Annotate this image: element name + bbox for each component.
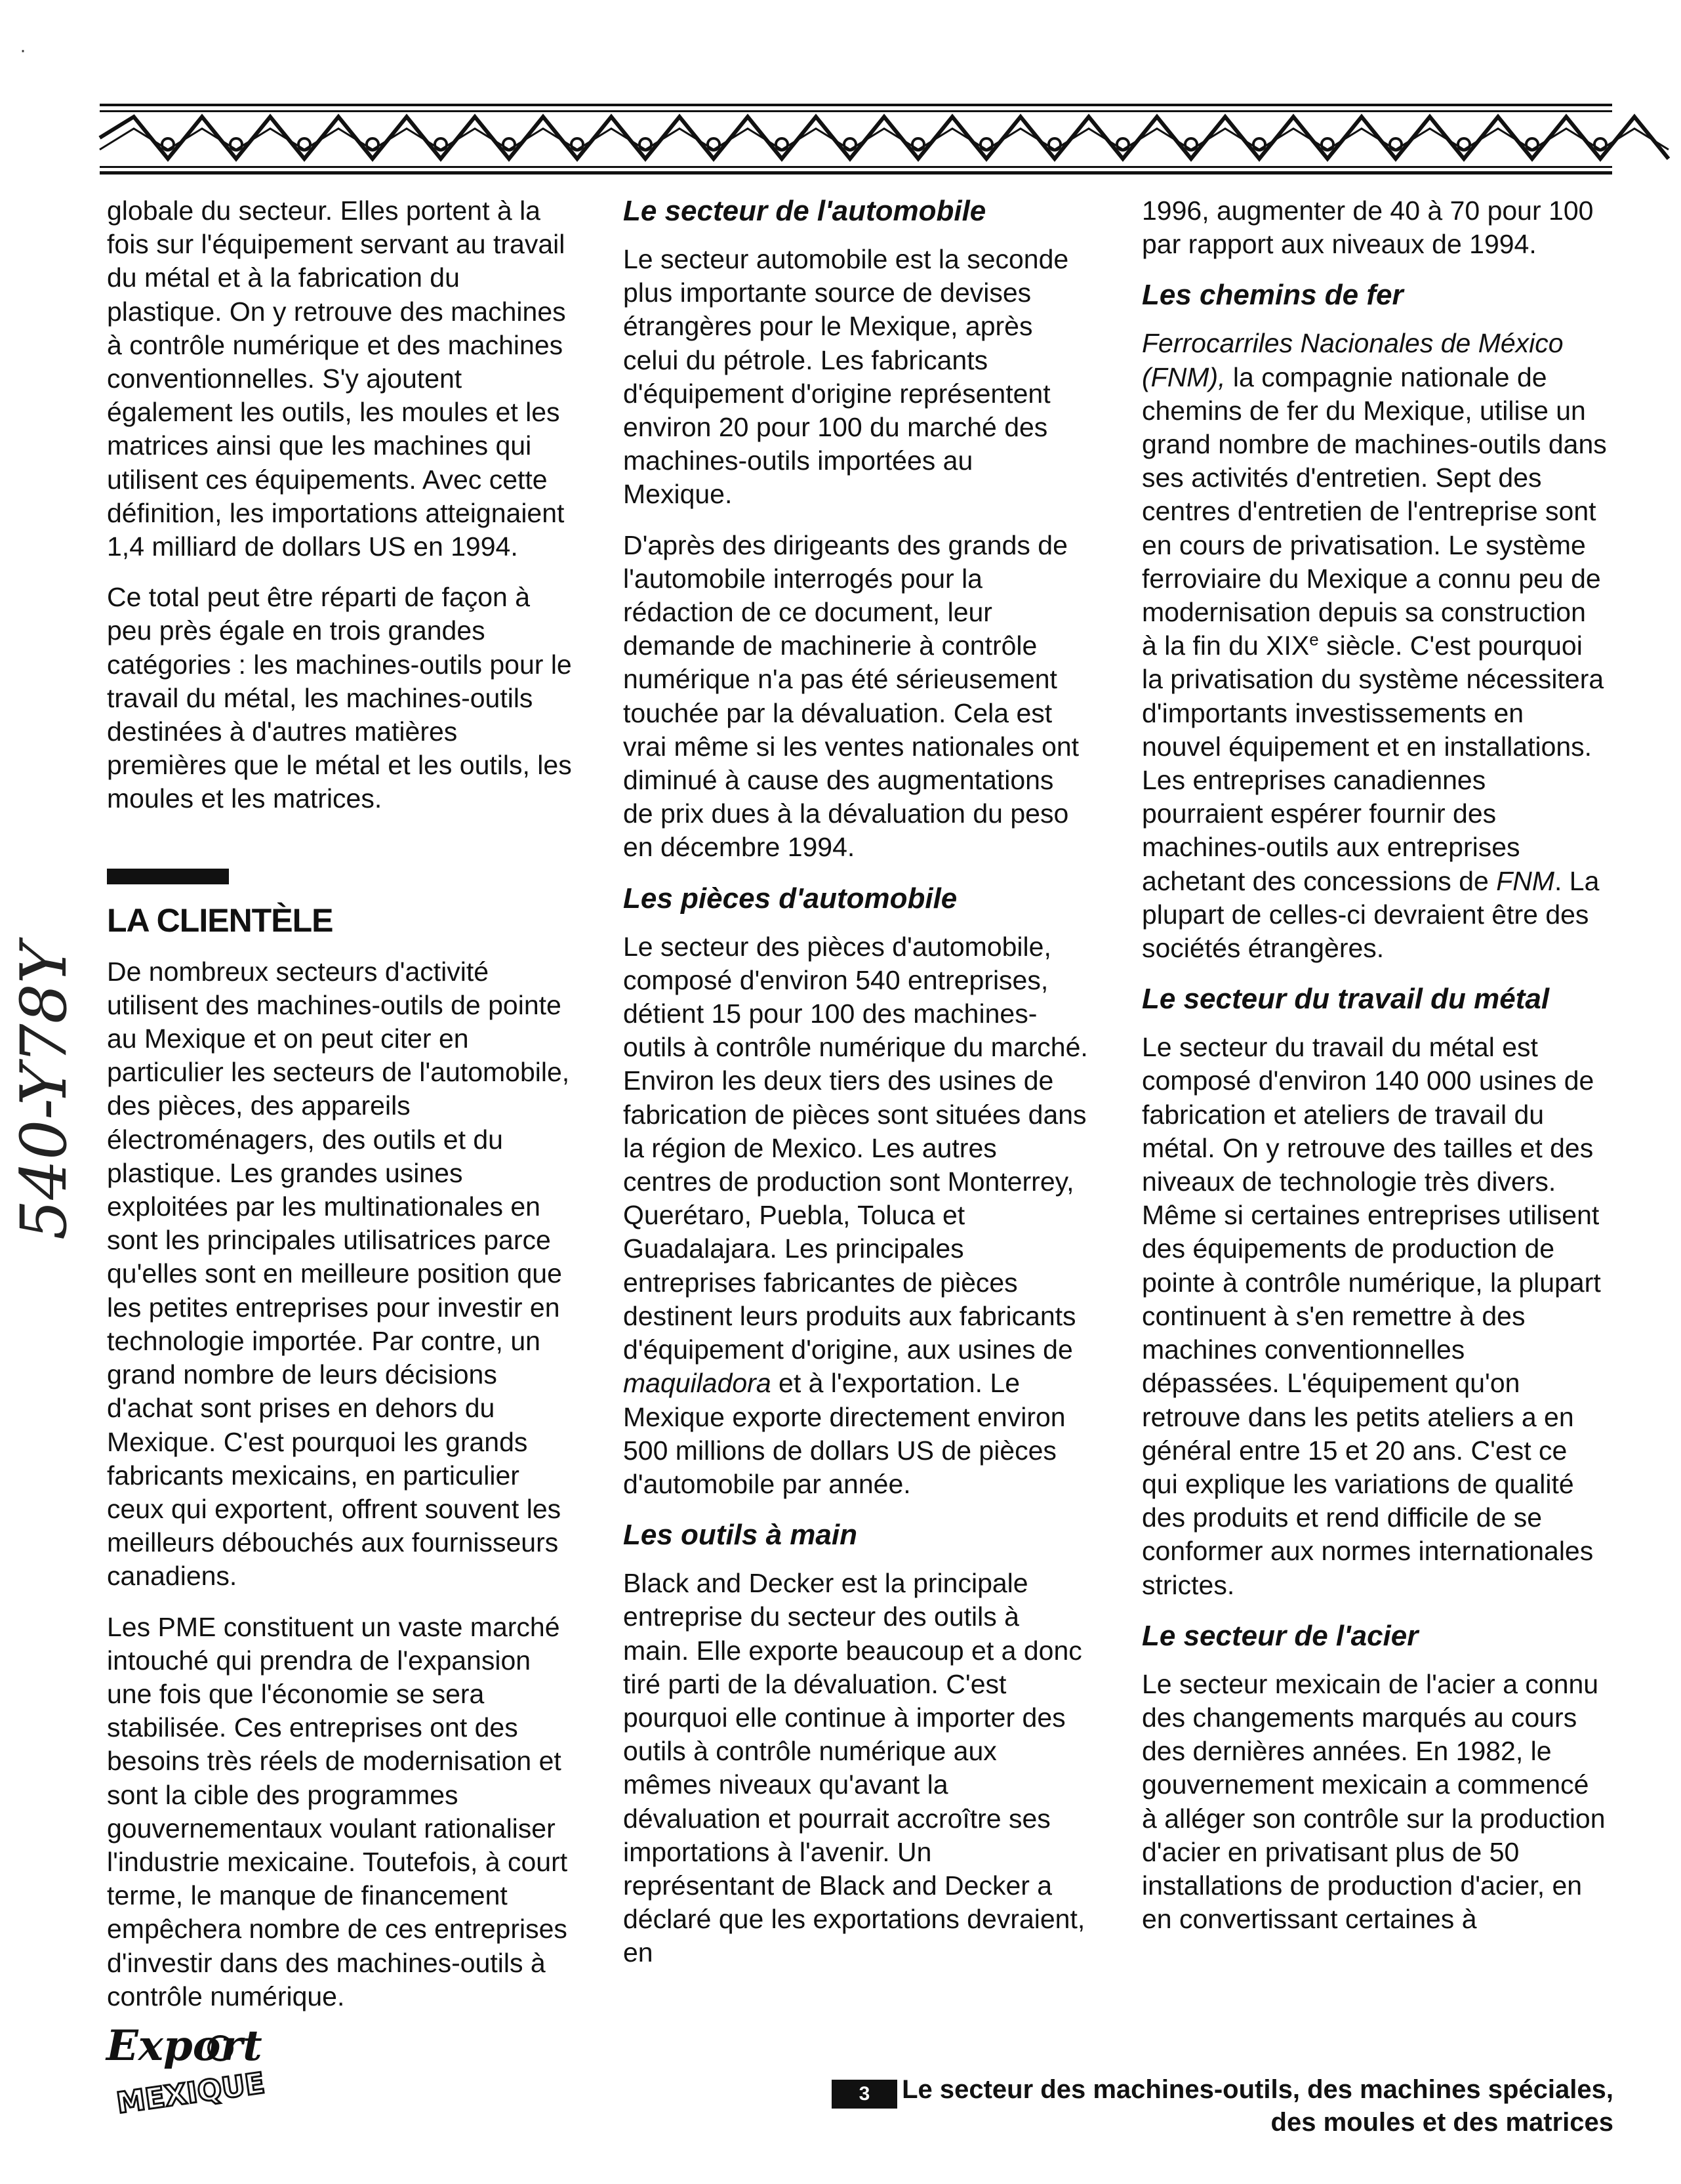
superscript: e	[1309, 629, 1319, 649]
subheading: Les pièces d'automobile	[623, 882, 958, 915]
handwritten-note	[7, 905, 92, 1247]
page-number: 3	[832, 2080, 897, 2109]
column-2	[623, 194, 1089, 1987]
svg-text:MEXIQUE: MEXIQUE	[114, 2066, 267, 2120]
text-run: Le secteur des pièces d'automobile, composé d'environ 540 entreprises, détient 15 pour 100 des machines-outils à contrôle numérique du marché. Environ les deux tiers des usines de fabrication de pièces sont situées dans la région de Mexico. Les autres centres de production sont Monterrey, Querétaro, Puebla, Toluca et Guadalajara. Les principales entreprises fabricantes de pièces destinent leurs produits aux fabricants d'équipement d'origine, aux usines de	[623, 931, 1088, 1365]
svg-text:540-Y78Y: 540-Y78Y	[7, 941, 81, 1240]
paragraph: Le secteur mexicain de l'acier a connu des changements marqués au cours des dernières années. En 1982, le gouvernement mexicain a commencé à alléger son contrôle sur la production d'acier en privatisant plus de 50 installations de production d'acier, en en convertissant certaines à	[1142, 1668, 1606, 1935]
footer-line: Le secteur des machines-outils, des machines spéciales,	[902, 2075, 1613, 2104]
section-title: LA CLIENTÈLE	[107, 901, 333, 939]
text-run: la compagnie nationale de chemins de fer du Mexique, utilise un grand nombre de machines-outils dans ses activités d'entretien. Sept des centres d'entretien de l'entreprise sont en cours de privatisation. Le système ferroviaire du Mexique a connu peu de modernisation depuis sa construction à la fin du XIX	[1142, 361, 1607, 661]
handwriting-glyphs	[7, 905, 92, 1247]
scan-mark: ·	[20, 39, 26, 61]
footer-title	[892, 2073, 1613, 2139]
export-mexique-logo	[104, 2014, 267, 2126]
column-1	[107, 194, 573, 2030]
text-run: et à l'exportation. Le Mexique exporte directement environ 500 millions de dollars US de pièces d'automobile par année.	[623, 1368, 1066, 1499]
paragraph: globale du secteur. Elles portent à la fois sur l'équipement servant au travail du métal et à la fabrication du plastique. On y retrouve des machines à contrôle numérique et des machines conventionnelles. S'y ajoutent également les outils, les moules et les matrices ainsi que les machines qui utilisent ces équipements. Avec cette définition, les importations atteignaient 1,4 milliard de dollars US en 1994.	[107, 196, 566, 562]
column-3	[1142, 194, 1608, 1953]
zigzag-pattern	[100, 104, 1612, 175]
text-run: siècle. C'est pourquoi la privatisation du système nécessitera d'importants investissements en nouvel équipement et en installations. Les entreprises canadiennes pourraient espérer fournir des machines-outils aux entreprises achetant des concessions de	[1142, 630, 1604, 896]
paragraph: Les PME constituent un vaste marché intouché qui prendra de l'expansion une fois que l'économie se sera stabilisée. Ces entreprises ont des besoins très réels de modernisation et sont la cible des programmes gouvernementaux voulant rationaliser l'industrie mexicaine. Toutefois, à court terme, le manque de financement empêchera nombre de ces entreprises d'investir dans des machines-outils à contrôle numérique.	[107, 1611, 568, 2011]
paragraph: D'après des dirigeants des grands de l'automobile interrogés pour la rédaction de ce document, leur demande de machinerie à contrôle numérique n'a pas été sérieusement touchée par la dévaluation. Cela est vrai même si les ventes nationales ont diminué à cause des augmentations de prix dues à la dévaluation du peso en décembre 1994.	[623, 529, 1080, 863]
italic-term: FNM	[1496, 865, 1554, 896]
paragraph: 1996, augmenter de 40 à 70 pour 100 par rapport aux niveaux de 1994.	[1142, 196, 1594, 260]
italic-term: Ferrocarriles Nacionales de México (FNM),	[1142, 328, 1564, 392]
text-run: . La plupart de celles-ci devraient être des sociétés étrangères.	[1142, 865, 1600, 964]
italic-term: maquiladora	[623, 1368, 771, 1399]
logo-icon	[104, 2014, 267, 2126]
subheading: Le secteur de l'automobile	[623, 195, 986, 227]
paragraph: Le secteur du travail du métal est composé d'environ 140 000 usines de fabrication et ateliers de travail du métal. On y retrouve des tailles et des niveaux de technologie très divers. Même si certaines entreprises utilisent des équipements de production de pointe à contrôle numérique, la plupart continuent à s'en remettre à des machines conventionnelles dépassées. L'équipement qu'on retrouve dans les petits ateliers a en général entre 15 et 20 ans. C'est ce qui explique les variations de qualité des produits et rend difficile de se conformer aux normes internationales strictes.	[1142, 1032, 1601, 1600]
subheading: Le secteur du travail du métal	[1142, 983, 1550, 1016]
subheading: Les outils à main	[623, 1519, 857, 1552]
decorative-header-band	[100, 104, 1612, 175]
svg-text:Export: Export	[106, 2021, 262, 2071]
paragraph: Black and Decker est la principale entreprise du secteur des outils à main. Elle exporte beaucoup et a donc tiré parti de la dévaluation. C'est pourquoi elle continue à importer des outils à contrôle numérique aux mêmes niveaux qu'avant la dévaluation et pourrait accroître ses importations à l'avenir. Un représentant de Black and Decker a déclaré que les exportations devraient, en	[623, 1568, 1085, 1968]
paragraph: De nombreux secteurs d'activité utilisent des machines-outils de pointe au Mexique et on peut citer en particulier les secteurs de l'automobile, des pièces, des appareils électroménagers, des outils et du plastique. Les grandes usines exploitées par les multinationales en sont les principales utilisatrices parce qu'elles sont en meilleure position que les petites entreprises pour investir en technologie importée. Par contre, un grand nombre de leurs décisions d'achat sont prises en dehors du Mexique. C'est pourquoi les grands fabricants mexicains, en particulier ceux qui exportent, offrent souvent les meilleurs débouchés aux fournisseurs canadiens.	[107, 956, 570, 1592]
paragraph: Le secteur automobile est la seconde plus importante source de devises étrangères pour le Mexique, après celui du pétrole. Les fabricants d'équipement d'origine représentent environ 20 pour 100 du marché des machines-outils importées au Mexique.	[623, 244, 1069, 510]
paragraph: Ce total peut être réparti de façon à peu près égale en trois grandes catégories : les machines-outils pour le travail du métal, les machines-outils destinées à d'autres matières premières que le métal et les outils, les moules et les matrices.	[107, 582, 572, 814]
paragraph	[623, 930, 1089, 1501]
section-bar	[107, 869, 229, 884]
subheading: Le secteur de l'acier	[1142, 1619, 1419, 1652]
subheading: Les chemins de fer	[1142, 279, 1404, 312]
footer-line: des moules et des matrices	[1270, 2108, 1613, 2137]
paragraph	[1142, 327, 1608, 965]
